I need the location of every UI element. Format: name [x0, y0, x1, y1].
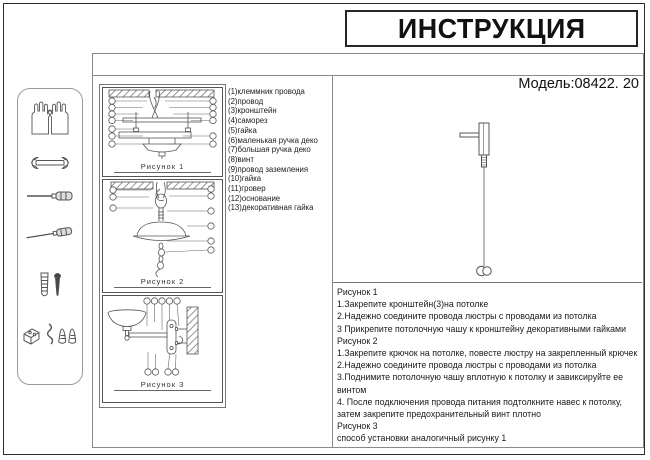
instruction-line: 3.Поднимите потолочную чашу вплотную к потолку и завиксируйте ее винтом — [337, 372, 624, 395]
part-item: (7)большая ручка деко — [228, 145, 311, 155]
figure-1-caption: Рисунок 1 — [140, 162, 185, 171]
part-item: (3)кронштейн — [228, 106, 277, 116]
part-item: (2)провод — [228, 96, 264, 106]
part-item: (13)декоративная гайка — [228, 203, 314, 213]
part-item: (11)гровер — [228, 184, 266, 194]
page-title: ИНСТРУКЦИЯ — [397, 12, 586, 44]
figure-1-caption-rule — [114, 172, 212, 173]
pendant-lamp-drawing — [450, 112, 520, 284]
figures-column — [99, 84, 226, 408]
awl-screwdriver-icon — [18, 221, 82, 243]
figure-3-drawing — [103, 296, 222, 380]
part-item: (1)клеммник провода — [228, 87, 305, 96]
parts-list — [228, 87, 318, 213]
figure-2-caption-rule — [114, 287, 212, 288]
tools-panel — [17, 88, 83, 385]
figure-2-drawing — [103, 180, 222, 277]
figure-2-caption: Рисунок 2 — [140, 277, 185, 286]
part-item: (4)саморез — [228, 116, 268, 126]
dowel-and-screw-icon — [18, 271, 82, 301]
part-item: (12)основание — [228, 193, 281, 203]
instruction-line: Рисунок 3 — [337, 421, 378, 432]
figure-1-drawing — [103, 88, 222, 162]
wrench-icon — [18, 155, 82, 171]
instruction-line: 4. После подключения провода питания подтолкните навес к потолку, затем закрепите предохранительный винт плотно — [337, 396, 622, 420]
instruction-line: способ установки аналогичный рисунку 1 — [337, 433, 507, 444]
instructions-text — [333, 282, 642, 446]
figure-1 — [102, 87, 223, 177]
figure-3 — [102, 295, 223, 403]
instruction-line: Рисунок 2 — [337, 335, 378, 346]
part-item: (10)гайка — [228, 174, 262, 184]
part-item: (6)маленькая ручка деко — [228, 135, 318, 145]
instruction-line: 2.Надежно соедините провода люстры с проводами из потолка — [337, 360, 597, 371]
gloves-icon — [18, 101, 82, 137]
terminal-hook-caps-icon — [18, 321, 82, 351]
model-number: Модель:08422. 20 — [518, 76, 639, 92]
instruction-line: 2.Надежно соедините провода люстры с проводами из потолка — [337, 311, 597, 322]
part-item: (8)винт — [228, 154, 254, 164]
instruction-line: 1.Закрепите кронштейн(3)на потолке — [337, 299, 489, 310]
figure-2 — [102, 179, 223, 293]
part-item: (5)гайка — [228, 125, 257, 135]
instruction-line: 1.Закрепите крючок на потолке, повесте люстру на закрепленный крючек — [337, 348, 638, 359]
figure-3-caption: Рисунок 3 — [140, 380, 185, 389]
figure-3-caption-rule — [114, 390, 212, 391]
instruction-line: 3 Прикрепите потолочную чашу к кронштейну декоративными гайками — [337, 323, 626, 334]
instruction-line: Рисунок 1 — [337, 287, 378, 297]
screwdriver-icon — [18, 189, 82, 203]
title-box — [345, 10, 638, 47]
part-item: (9)провод заземления — [228, 164, 309, 174]
